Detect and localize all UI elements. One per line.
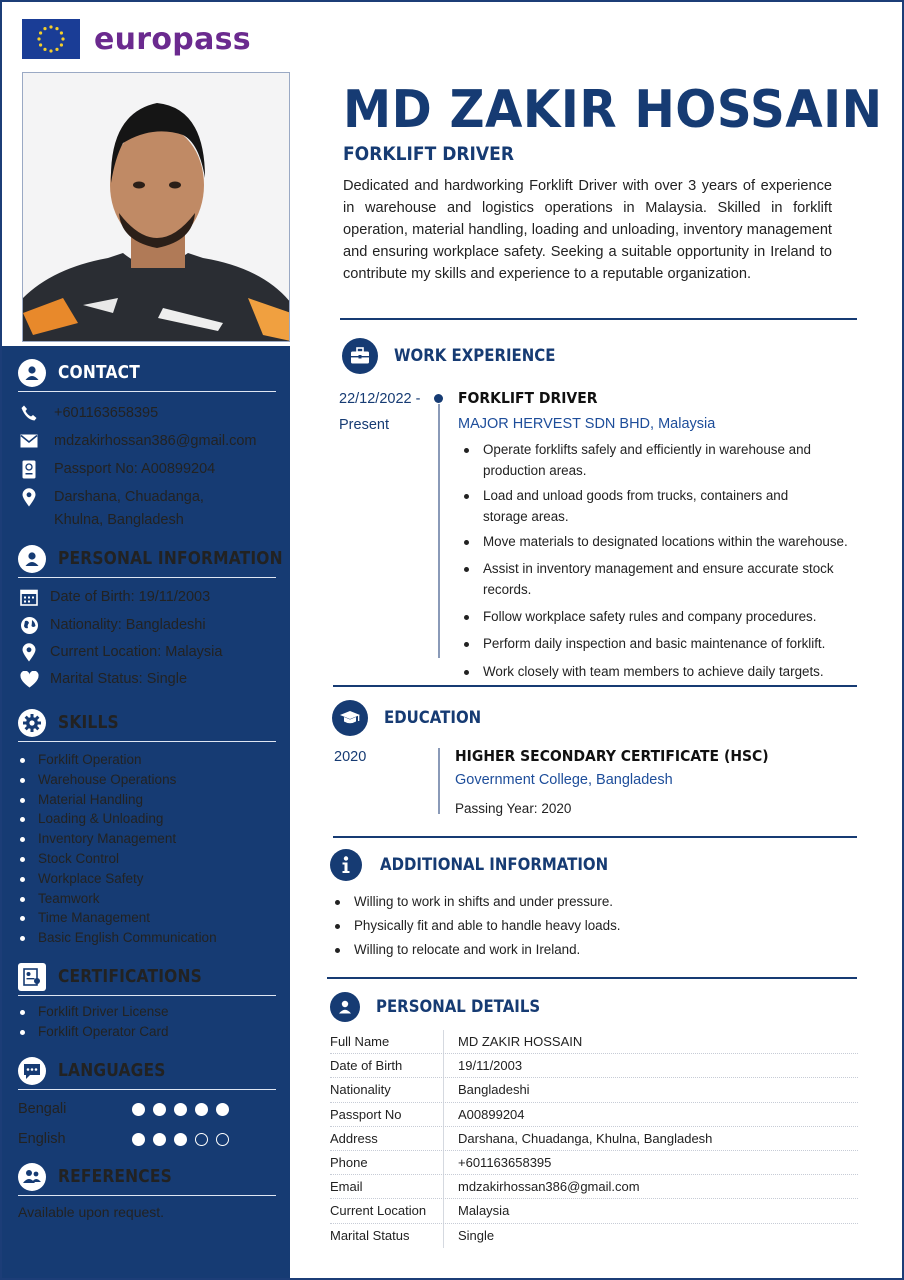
personal-dob: Date of Birth: 19/11/2003 (50, 589, 211, 605)
language-level-dot (174, 1133, 187, 1146)
work-duty-item (458, 607, 868, 628)
personal-details-value: Malaysia (458, 1203, 510, 1219)
personal-location: Current Location: Malaysia (50, 644, 223, 660)
user-icon (18, 359, 46, 387)
timeline-line (438, 404, 440, 658)
skills-title: SKILLS (58, 712, 119, 733)
work-duty-line: storage areas. (483, 508, 569, 524)
personal-details-value: +601163658395 (458, 1155, 552, 1171)
languages-list (18, 1094, 276, 1154)
personal-details-key: Email (330, 1175, 444, 1198)
personal-details-row (330, 1151, 858, 1175)
personal-info-title: PERSONAL INFORMATION (58, 548, 283, 569)
work-duty-line: Load and unload goods from trucks, containers and (483, 488, 789, 503)
skill-item: Inventory Management (18, 829, 276, 849)
briefcase-icon (342, 338, 378, 374)
language-level-dot (153, 1133, 166, 1146)
personal-details-key: Address (330, 1127, 444, 1150)
timeline-dot (434, 394, 443, 403)
language-name: English (18, 1131, 66, 1147)
personal-details-row (330, 1224, 858, 1248)
language-row (18, 1094, 276, 1124)
contact-title: CONTACT (58, 362, 140, 383)
personal-details-title: PERSONAL DETAILS (376, 997, 541, 1017)
certification-item: Forklift Operator Card (18, 1022, 276, 1042)
personal-details-row (330, 1078, 858, 1102)
work-duty-line: production areas. (483, 462, 587, 478)
personal-details-value: Darshana, Chuadanga, Khulna, Bangladesh (458, 1130, 713, 1146)
personal-details-row (330, 1199, 858, 1223)
work-duties-list (458, 440, 868, 689)
skill-item: Teamwork (18, 889, 276, 909)
personal-details-value: Single (458, 1228, 495, 1244)
personal-details-header (330, 992, 563, 1022)
education-title: EDUCATION (384, 708, 482, 728)
chat-icon (18, 1057, 46, 1085)
contact-passport: Passport No: A00899204 (54, 461, 216, 477)
work-duty-item (458, 559, 868, 600)
contact-address-line1: Darshana, Chuadanga, (54, 489, 204, 505)
certifications-title: CERTIFICATIONS (58, 966, 202, 987)
work-duty-item (458, 486, 868, 527)
education-year: 2020 (334, 749, 367, 765)
candidate-name: MD ZAKIR HOSSAIN (343, 80, 883, 140)
personal-details-key: Date of Birth (330, 1054, 444, 1077)
personal-details-key: Current Location (330, 1199, 444, 1222)
work-duty-line: Perform daily inspection and basic maintenance of forklift. (483, 636, 826, 652)
certifications-section (18, 962, 276, 1042)
work-duty-line: Move materials to designated locations within the warehouse. (483, 534, 848, 549)
work-date-end: Present (339, 417, 389, 433)
education-school: Government College, Bangladesh (455, 772, 673, 788)
skill-item: Warehouse Operations (18, 770, 276, 790)
gear-icon (18, 709, 46, 737)
certifications-list (18, 1002, 276, 1042)
work-duty-item (458, 634, 868, 655)
skill-item: Time Management (18, 908, 276, 928)
personal-info-section (18, 544, 283, 691)
skill-item: Basic English Communication (18, 928, 276, 948)
user-icon (330, 992, 360, 1022)
skill-item: Material Handling (18, 790, 276, 810)
logo-text: europass (94, 21, 251, 57)
skill-item: Workplace Safety (18, 869, 276, 889)
personal-details-key: Full Name (330, 1030, 444, 1053)
work-experience-title: WORK EXPERIENCE (394, 346, 556, 366)
personal-details-key: Nationality (330, 1078, 444, 1101)
personal-details-row (330, 1103, 858, 1127)
references-title: REFERENCES (58, 1166, 172, 1187)
calendar-icon (18, 586, 40, 608)
language-level-dot (132, 1133, 145, 1146)
skills-list (18, 750, 276, 948)
personal-details-row (330, 1127, 858, 1151)
work-duty-line: Assist in inventory management and ensure accurate stock records. (483, 561, 834, 597)
personal-details-value: A00899204 (458, 1106, 525, 1122)
phone-icon (18, 402, 40, 424)
additional-info-header (330, 849, 639, 881)
contact-address-line2: Khulna, Bangladesh (54, 512, 184, 528)
education-degree: HIGHER SECONDARY CERTIFICATE (HSC) (455, 747, 769, 765)
personal-details-key: Passport No (330, 1103, 444, 1126)
europass-logo (22, 18, 251, 60)
graduation-cap-icon (332, 700, 368, 736)
info-icon (330, 849, 362, 881)
language-level-dot (195, 1133, 208, 1146)
work-duty-item (458, 662, 868, 683)
additional-info-item: Physically fit and able to handle heavy loads. (329, 916, 749, 937)
work-org: MAJOR HERVEST SDN BHD, Malaysia (458, 416, 716, 432)
eu-flag-icon (22, 19, 80, 59)
work-duty-item (458, 440, 868, 481)
additional-info-title: ADDITIONAL INFORMATION (380, 855, 609, 875)
personal-details-key: Marital Status (330, 1224, 444, 1248)
personal-details-row (330, 1175, 858, 1199)
certificate-icon (18, 963, 46, 991)
work-duty-line: Operate forklifts safely and efficiently in warehouse and (483, 442, 812, 457)
contact-email: mdzakirhossan386@gmail.com (54, 433, 257, 449)
divider (327, 977, 857, 979)
references-text: Available upon request. (18, 1204, 165, 1220)
personal-marital: Marital Status: Single (50, 671, 188, 687)
additional-info-item: Willing to work in shifts and under pressure. (329, 892, 749, 913)
people-icon (18, 1163, 46, 1191)
language-row (18, 1124, 276, 1154)
personal-details-key: Phone (330, 1151, 444, 1174)
skill-item: Forklift Operation (18, 750, 276, 770)
divider (333, 685, 857, 687)
work-role: FORKLIFT DRIVER (458, 389, 598, 407)
additional-info-list (329, 892, 749, 964)
divider (333, 836, 857, 838)
timeline-line (438, 748, 440, 814)
personal-details-value: Bangladeshi (458, 1082, 530, 1098)
additional-info-item: Willing to relocate and work in Ireland. (329, 940, 749, 961)
globe-icon (18, 614, 40, 636)
certification-item: Forklift Driver License (18, 1002, 276, 1022)
profile-summary: Dedicated and hardworking Forklift Driver with over 3 years of experience in warehouse and logistics operations in Malaysia. Skilled in forklift operation, material handling, loading and unloading, inventory management and ensuring workplace safety. Seeking a suitable opportunity in Ireland to contribute my skills and experience to a reputable organization. (343, 178, 832, 282)
personal-details-value: MD ZAKIR HOSSAIN (458, 1034, 583, 1050)
user-icon (18, 545, 46, 573)
references-section (18, 1162, 276, 1220)
work-date-start: 22/12/2022 - (339, 391, 421, 407)
contact-section (18, 358, 276, 532)
education-header (332, 700, 494, 736)
personal-details-value: mdzakirhossan386@gmail.com (458, 1179, 640, 1195)
language-level-dot (195, 1103, 208, 1116)
location-pin-icon (18, 641, 40, 663)
work-experience-header (342, 338, 578, 374)
language-name: Bengali (18, 1101, 67, 1117)
personal-details-row (330, 1030, 858, 1054)
personal-details-row (330, 1054, 858, 1078)
language-level-dot (216, 1133, 229, 1146)
skill-item: Stock Control (18, 849, 276, 869)
location-pin-icon (18, 486, 40, 508)
personal-details-table (330, 1030, 858, 1248)
language-level-dot (174, 1103, 187, 1116)
contact-phone: +601163658395 (54, 405, 159, 421)
profile-photo (22, 72, 290, 342)
heart-icon (18, 668, 40, 690)
personal-nationality: Nationality: Bangladeshi (50, 617, 206, 633)
passport-icon (18, 458, 40, 480)
work-duty-line: Follow workplace safety rules and company procedures. (483, 609, 817, 625)
skill-item: Loading & Unloading (18, 809, 276, 829)
languages-section (18, 1056, 276, 1154)
candidate-title: FORKLIFT DRIVER (343, 143, 514, 165)
work-duty-line: Work closely with team members to achieve daily targets. (483, 663, 824, 679)
skills-section (18, 708, 276, 948)
language-level-dot (216, 1103, 229, 1116)
mail-icon (18, 430, 40, 452)
language-level-dot (153, 1103, 166, 1116)
divider (340, 318, 857, 320)
work-duty-item (458, 532, 868, 553)
education-passing-year: Passing Year: 2020 (455, 801, 572, 816)
language-level-dot (132, 1103, 145, 1116)
personal-details-value: 19/11/2003 (458, 1058, 523, 1074)
languages-title: LANGUAGES (58, 1060, 166, 1081)
